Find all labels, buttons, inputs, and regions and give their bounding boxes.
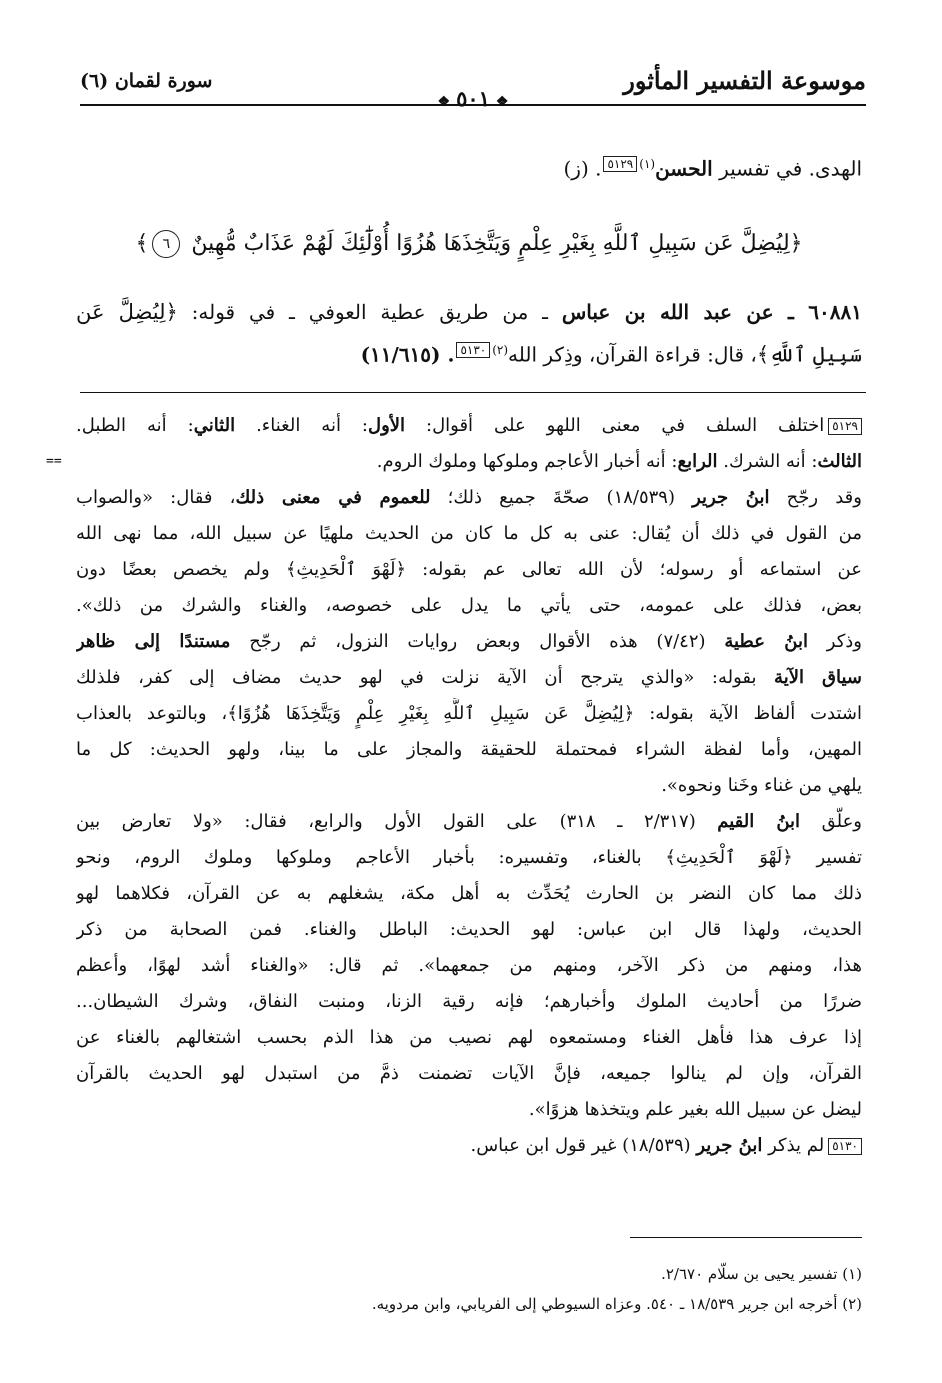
commentary-line: من القول في ذلك أن يُقال: عنى به كل ما كان من الحديث ملهيًا عن سبيل الله، مما نهى الله xyxy=(76,523,862,544)
surah-name: سورة لقمان (٦) xyxy=(80,70,213,92)
narration-line-1: ٦٠٨٨١ ـ عن عبد الله بن عباس ـ من طريق عطية العوفي ـ في قوله: ﴿لِيُضِلَّ عَن xyxy=(76,300,862,324)
footnote-rule xyxy=(630,1237,862,1238)
commentary-line: الحديث، ولهذا قال ابن عباس: لهو الحديث: الباطل والغناء. فمن الصحابة من ذكر xyxy=(76,919,862,940)
note-box-ref: ٥١٣٠ xyxy=(456,342,490,358)
running-header xyxy=(80,62,866,111)
ornament-icon: ❖ xyxy=(437,94,451,110)
commentary-line: القرآن، وإن لم ينالوا جميعه، فإنَّ الآيات تضمنت ذمَّ من استبدل لهو الحديث بالقرآن xyxy=(76,1063,862,1084)
commentary-line: هذا، ومنهم من ذكر الآخر، ومنهم من جمعهما». ثم قال: «والغناء أشد لهوًا، وأعظم xyxy=(76,955,862,976)
commentary-line: وذكر ابنُ عطية (٧/٤٢) هذه الأقوال وبعض روايات النزول، ثم رجّح مستندًا إلى ظاهر xyxy=(76,631,862,652)
footnote: (٢) أخرجه ابن جرير ١٨/٥٣٩ ـ ٥٤٠. وعزاه السيوطي إلى الفريابي، وابن مردويه. xyxy=(371,1295,862,1313)
commentary-line: ليضل عن سبيل الله بغير علم ويتخذها هزوًا». xyxy=(528,1099,862,1120)
ornament-icon: ❖ xyxy=(495,94,509,110)
ayah-number: ٦ xyxy=(152,230,180,258)
commentary-rule xyxy=(80,392,866,393)
commentary-line: تفسير ﴿لَهْوَ ٱلْحَدِيثِ﴾ بالغناء، وتفسيره: بأخبار الأعاجم وملوكها وملوك الروم، ونحو xyxy=(76,847,862,868)
quran-verse: ﴿لِيُضِلَّ عَن سَبِيلِ ٱللَّهِ بِغَيْرِ عِلْمٍ وَيَتَّخِذَهَا هُزُوًا أُوْلَٰٓئِكَ لَهُمْ عَذَابٌ مُّهِينٌ ٦﴾ xyxy=(135,231,803,256)
commentary-line: وعلّق ابنُ القيم (٢/٣١٧ ـ ٣١٨) على القول الأول والرابع، فقال: «ولا تعارض بين xyxy=(76,811,862,832)
note-box-label: ٥١٣٠ xyxy=(828,1138,862,1155)
narration-number: ٦٠٨٨١ xyxy=(808,300,862,324)
commentary-line: عن استماعه أو رسوله؛ لأن الله تعالى عم بقوله: ﴿لَهْوَ ٱلْحَدِيثِ﴾ ولم يخصص بعضًا دون xyxy=(76,559,862,580)
book-title: موسوعة التفسير المأثور xyxy=(623,66,866,95)
page-number: ٥٠١ xyxy=(456,86,490,111)
note-box-ref: ٥١٢٩ xyxy=(603,156,637,172)
commentary-line: وقد رجّح ابنُ جرير (١٨/٥٣٩) صحّةَ جميع ذلك؛ للعموم في معنى ذلك، فقال: «والصواب xyxy=(76,487,862,508)
footnote: (١) تفسير يحيى بن سلّام ٢/٦٧٠. xyxy=(661,1265,862,1283)
commentary-line: إذا عرف هذا فأهل الغناء ومستمعوه لهم نصيب من هذا الذم بحسب اشتغالهم بالغناء عن xyxy=(76,1027,862,1048)
commentary-line: الثالث: أنه الشرك. الرابع: أنه أخبار الأعاجم وملوكها وملوك الروم. xyxy=(376,451,862,472)
note-box-label: ٥١٢٩ xyxy=(828,418,862,435)
commentary-line: اشتدت ألفاظ الآية بقوله: ﴿لِيُضِلَّ عَن سَبِيلِ ٱللَّهِ بِغَيْرِ عِلْمٍ وَيَتَّخِذَهَا هُزُوًا﴾، وبالتوعد بالعذاب xyxy=(76,703,862,724)
tafsir-author: الحسن xyxy=(655,156,713,181)
commentary-line: المهين، وأما لفظة الشراء فمحتملة للحقيقة والمجاز على ما بينا، ولهو الحديث: كل ما xyxy=(76,739,862,760)
commentary-line: سياق الآية بقوله: «والذي يترجح أن الآية نزلت في لهو حديث مضاف إلى كفر، فلذلك xyxy=(76,667,862,688)
footnote-ref: (٢) xyxy=(492,343,509,357)
commentary-line: ذلك مما كان النضر بن الحارث يُحَدِّث به أهل مكة، يشغلهم به عن القرآن، فكلاهما لهو xyxy=(76,883,862,904)
commentary-line: ٥١٢٩اختلف السلف في معنى اللهو على أقوال: الأول: أنه الغناء. الثاني: أنه الطبل. xyxy=(76,410,862,442)
commentary-line: بعض، فذلك على عمومه، حتى يأتي ما يدل على خصوصه، والغناء والشرك من ذلك». xyxy=(76,595,862,616)
intro-line: الهدى. في تفسير الحسن$^{(١)}$٥١٢٩. (ز) xyxy=(563,156,862,181)
footnote-ref: (١) xyxy=(639,157,656,171)
commentary-line: ٥١٣٠لم يذكر ابنُ جرير (١٨/٥٣٩) غير قول ابن عباس. xyxy=(76,1130,862,1162)
margin-mark: == xyxy=(46,454,62,469)
narration-line-2: سَبِيلِ ٱللَّهِ﴾، قال: قراءة القرآن، وذِكر الله$^{(٢)}$٥١٣٠. (١١/٦١٥) xyxy=(360,342,862,367)
header-rule xyxy=(80,104,866,106)
commentary-line: ضررًا من أحاديث الملوك وأخبارهم؛ فإنه رقية الزنا، ومنبت النفاق، وشرك الشيطان... xyxy=(76,991,862,1012)
commentary-line: يلهي من غناء وخَنا ونحوه». xyxy=(661,775,862,796)
